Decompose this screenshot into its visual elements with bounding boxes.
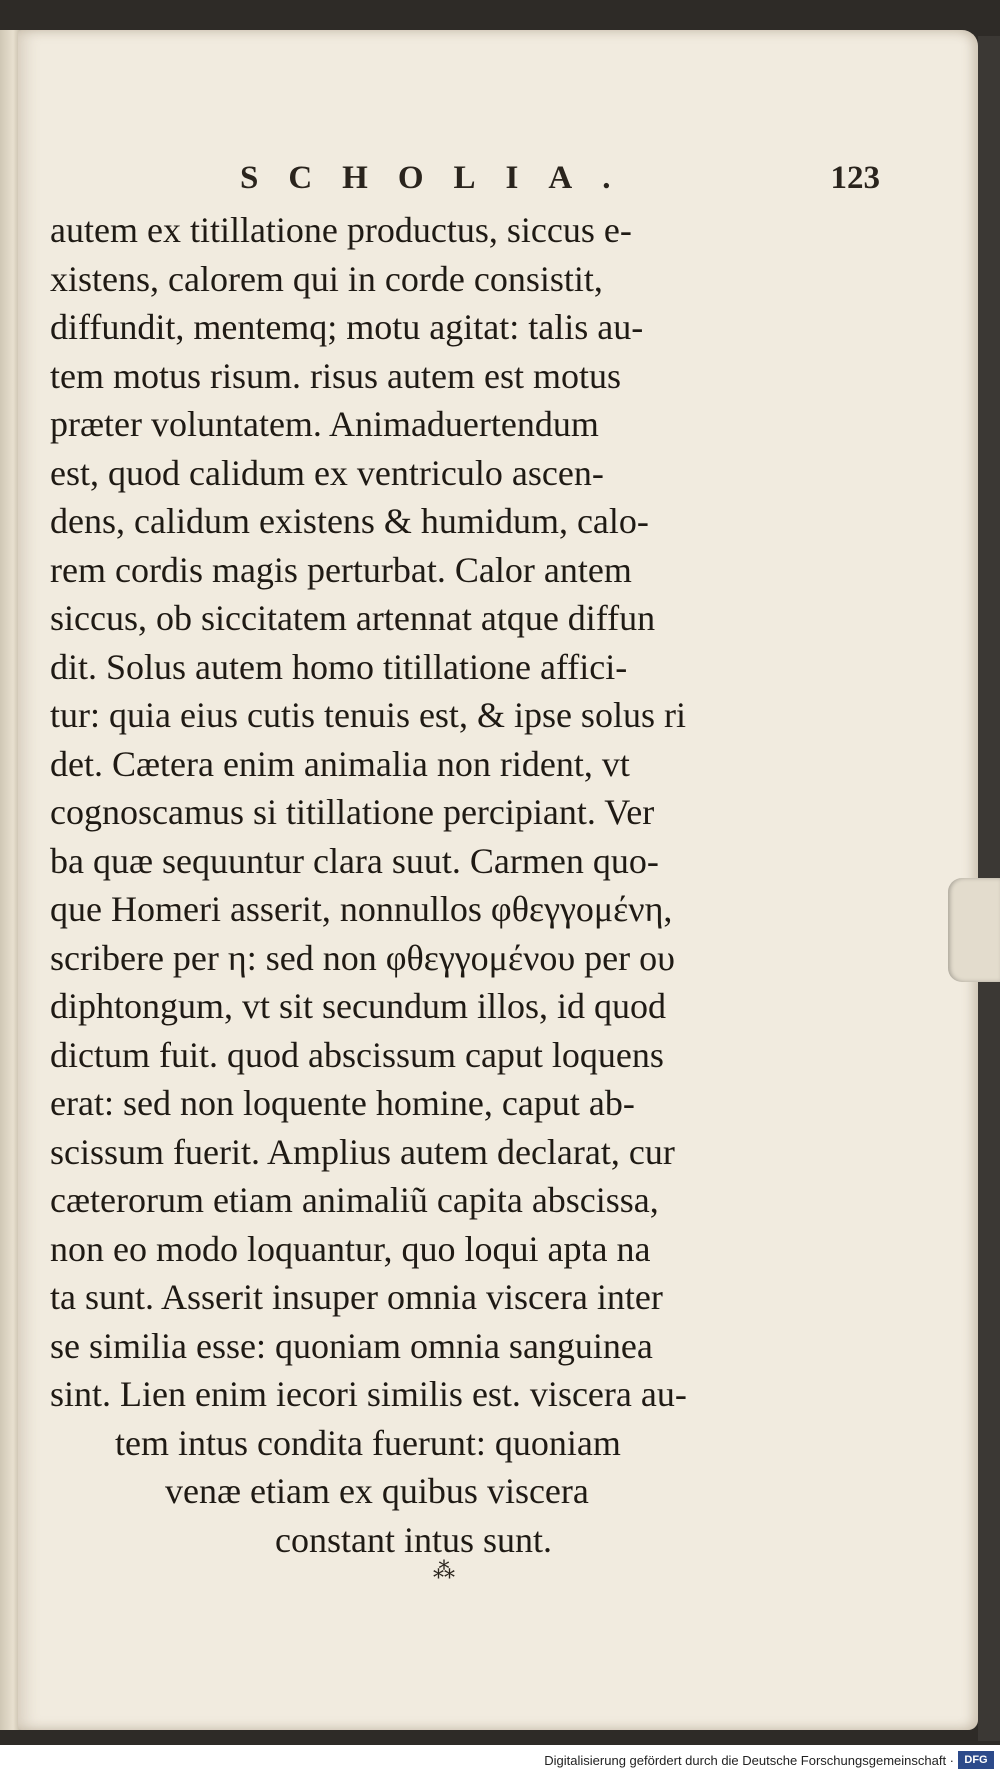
text-line: siccus, ob siccitatem artennat atque diffun: [50, 598, 656, 638]
text-line: cognoscamus si titillatione percipiant. Ver: [50, 792, 655, 832]
text-line: tem intus condita fuerunt: quoniam: [115, 1422, 621, 1463]
text-line: xistens, calorem qui in corde consistit,: [50, 258, 603, 299]
text-line: det. Cætera enim animalia non rident, vt: [50, 743, 630, 784]
running-title: SCHOLIA.: [240, 160, 641, 196]
text-line: diffundit, mentemq; motu agitat: talis au-: [50, 307, 644, 347]
page-number: 123: [830, 160, 880, 196]
text-line: rem cordis magis perturbat. Calor antem: [50, 549, 632, 590]
text-line: cæterorum etiam animaliũ capita abscissa,: [50, 1180, 659, 1220]
funding-credit: Digitalisierung gefördert durch die Deutsche Forschungsgemeinschaft ·: [544, 1753, 954, 1768]
text-line: tur: quia eius cutis tenuis est, & ipse solus ri: [50, 695, 686, 735]
text-line: constant intus sunt.: [275, 1519, 552, 1560]
text-line: tem motus risum. risus autem est motus: [50, 355, 621, 396]
text-line: venæ etiam ex quibus viscera: [165, 1471, 589, 1511]
text-line: præter voluntatem. Animaduertendum: [50, 404, 599, 444]
text-line: erat: sed non loquente homine, caput ab-: [50, 1083, 635, 1123]
text-line: que Homeri asserit, nonnullos φθεγγομένη,: [50, 889, 673, 929]
text-line: ba quæ sequuntur clara suut. Carmen quo-: [50, 840, 659, 881]
footer-strip: [0, 1745, 1000, 1776]
text-line: scissum fuerit. Amplius autem declarat, cur: [50, 1131, 675, 1172]
text-line: ta sunt. Asserit insuper omnia viscera inter: [50, 1277, 663, 1317]
text-line: autem ex titillatione productus, siccus e-: [50, 210, 632, 250]
dfg-logo: DFG: [958, 1751, 994, 1769]
text-line: dens, calidum existens & humidum, calo-: [50, 501, 649, 541]
text-line: diphtongum, vt sit secundum illos, id quod: [50, 986, 667, 1026]
text-line: non eo modo loquantur, quo loqui apta na: [50, 1228, 651, 1269]
text-line: dictum fuit. quod abscissum caput loquens: [50, 1034, 664, 1075]
text-line: scribere per η: sed non φθεγγομένου per ου: [50, 937, 675, 978]
text-line: est, quod calidum ex ventriculo ascen-: [50, 452, 604, 493]
text-body: [50, 206, 895, 1564]
page-clip-tab: [948, 878, 1000, 982]
end-ornament: ⁂: [433, 1558, 455, 1583]
text-line: dit. Solus autem homo titillatione affici-: [50, 646, 628, 687]
text-line: sint. Lien enim iecori similis est. viscera au-: [50, 1374, 687, 1414]
running-head: [50, 160, 880, 206]
text-line: se similia esse: quoniam omnia sanguinea: [50, 1325, 653, 1366]
